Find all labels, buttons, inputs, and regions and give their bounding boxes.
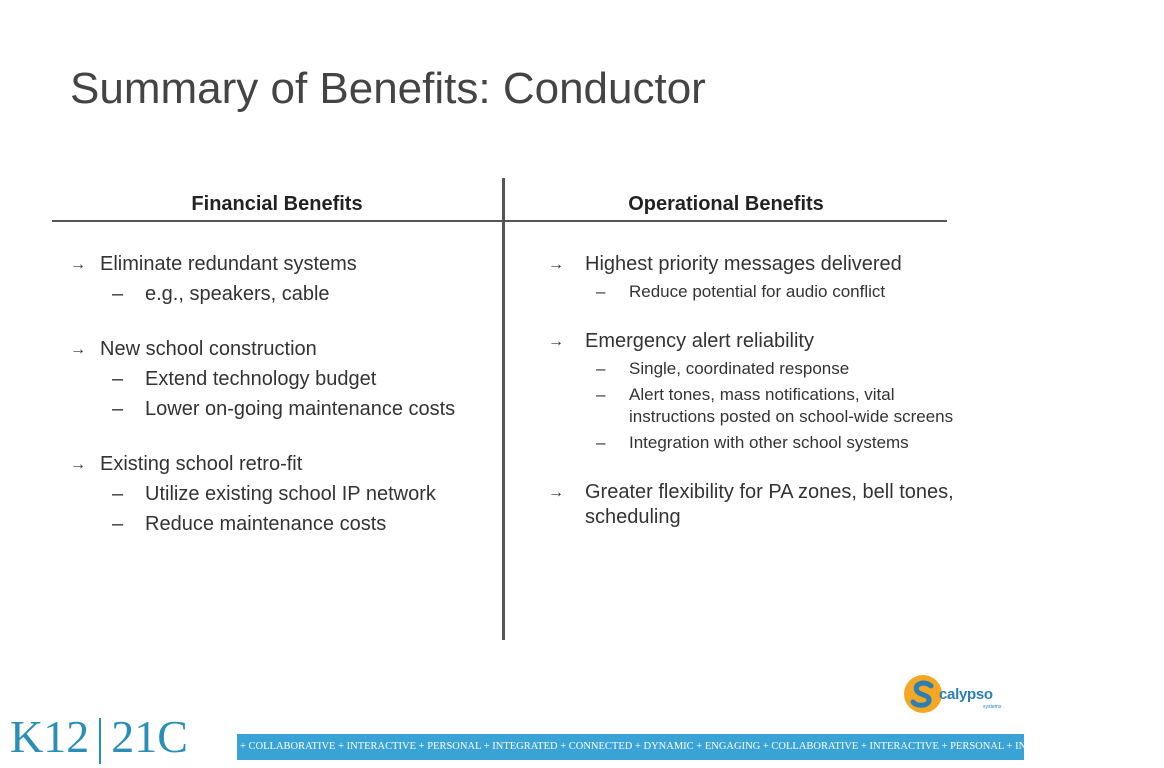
financial-header: Financial Benefits (191, 193, 363, 215)
benefit-item (548, 329, 968, 354)
dash-icon: – (112, 513, 124, 535)
dash-icon: – (112, 398, 124, 420)
benefit-sub-item (62, 282, 492, 307)
benefit-sub-label: Single, coordinated response (629, 359, 850, 378)
benefit-group (62, 452, 492, 537)
benefit-sub-item (62, 397, 492, 422)
benefit-label: Eliminate redundant systems (100, 253, 357, 275)
dash-icon: – (596, 359, 606, 378)
financial-benefits-list (62, 252, 492, 567)
benefit-group (548, 252, 968, 303)
dash-icon: – (596, 282, 606, 301)
benefit-item (62, 452, 492, 477)
benefit-sub-item (548, 384, 968, 428)
benefit-sub-item (548, 358, 968, 380)
arrow-icon: → (548, 333, 564, 350)
benefit-label: Emergency alert reliability (585, 330, 814, 352)
arrow-icon: → (548, 484, 564, 501)
operational-header: Operational Benefits (628, 193, 824, 215)
benefit-label: Greater flexibility for PA zones, bell tones, scheduling (585, 481, 954, 528)
arrow-icon: → (70, 341, 86, 358)
benefit-sub-item (548, 432, 968, 454)
benefit-item (62, 252, 492, 277)
benefit-sub-label: e.g., speakers, cable (145, 283, 330, 305)
calypso-logo (903, 674, 1013, 722)
dash-icon: – (596, 433, 606, 452)
arrow-icon: → (548, 256, 564, 273)
benefit-label: Highest priority messages delivered (585, 253, 902, 275)
k12-logo-right: 21C (111, 711, 188, 762)
benefit-group (62, 252, 492, 307)
calypso-wordmark: calypso (939, 686, 993, 703)
benefit-group (62, 337, 492, 422)
benefit-item (548, 480, 968, 530)
k12-logo-left: K12 (10, 711, 90, 762)
k12-21c-logo (10, 712, 188, 764)
benefit-group (548, 480, 968, 530)
benefit-sub-item (62, 512, 492, 537)
benefit-sub-label: Utilize existing school IP network (145, 483, 436, 505)
calypso-subtext: systems (983, 704, 1002, 710)
benefit-sub-label: Reduce potential for audio conflict (629, 282, 886, 301)
benefit-label: New school construction (100, 338, 317, 360)
arrow-icon: → (70, 456, 86, 473)
slide-title: Summary of Benefits: Conductor (70, 64, 706, 113)
dash-icon: – (112, 368, 124, 390)
dash-icon: – (112, 283, 124, 305)
dash-icon: – (112, 483, 124, 505)
benefit-sub-label: Extend technology budget (145, 368, 377, 390)
benefit-sub-item (62, 482, 492, 507)
tagline-banner: + COLLABORATIVE + INTERACTIVE + PERSONAL + INTEGRATED + CONNECTED + DYNAMIC + ENGAGING + COLLABORATIVE + INTERACTIVE + PERSONAL + INTEGRATED + CONNECTED + (237, 734, 1024, 760)
benefit-item (548, 252, 968, 277)
column-divider (502, 178, 505, 640)
logo-separator (99, 718, 101, 764)
benefit-group (548, 329, 968, 454)
benefit-sub-label: Alert tones, mass notifications, vital instructions posted on school-wide screens (629, 385, 954, 426)
benefit-sub-item (62, 367, 492, 392)
calypso-s-icon (903, 674, 943, 714)
header-underline (52, 220, 947, 222)
operational-benefits-list (548, 252, 968, 556)
benefit-sub-label: Integration with other school systems (629, 433, 909, 452)
benefit-sub-label: Reduce maintenance costs (145, 513, 387, 535)
benefit-sub-item (548, 281, 968, 303)
arrow-icon: → (70, 256, 86, 273)
dash-icon: – (596, 385, 606, 404)
benefit-sub-label: Lower on-going maintenance costs (145, 398, 456, 420)
benefit-label: Existing school retro-fit (100, 453, 303, 475)
benefit-item (62, 337, 492, 362)
